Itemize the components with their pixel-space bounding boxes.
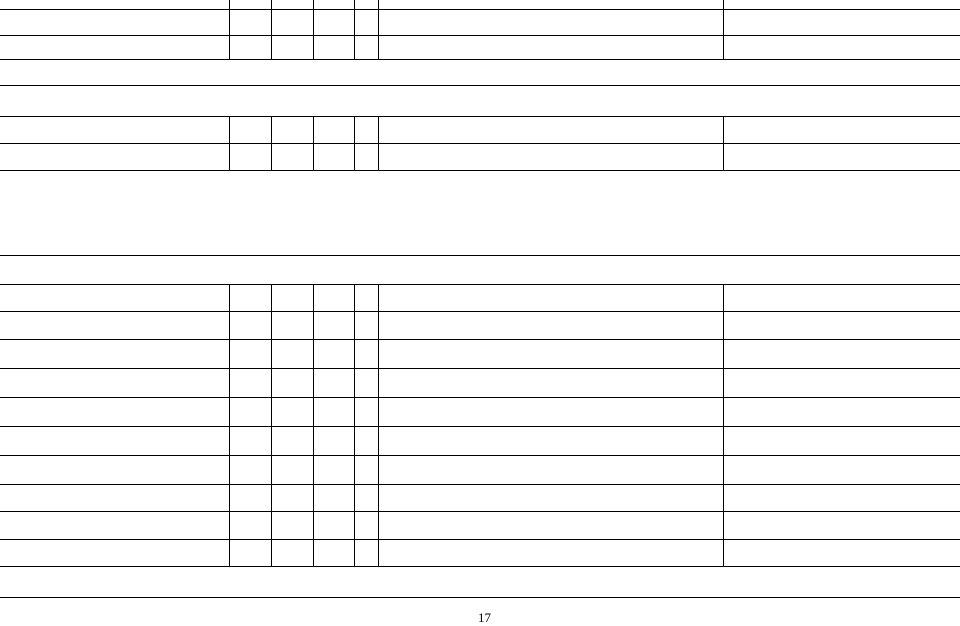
column-divider	[723, 311, 724, 339]
column-divider	[354, 339, 355, 368]
column-divider	[378, 9, 379, 35]
column-divider	[354, 455, 355, 484]
column-divider	[271, 284, 272, 311]
row-divider	[0, 255, 960, 256]
column-divider	[271, 511, 272, 539]
column-divider	[378, 0, 379, 9]
column-divider	[723, 511, 724, 539]
row-divider	[0, 116, 960, 117]
column-divider	[229, 368, 230, 397]
column-divider	[313, 35, 314, 59]
row-divider	[0, 143, 960, 144]
column-divider	[313, 284, 314, 311]
row-divider	[0, 597, 960, 598]
column-divider	[229, 426, 230, 455]
column-divider	[378, 116, 379, 143]
column-divider	[354, 511, 355, 539]
row-divider	[0, 35, 960, 36]
page-number: 17	[478, 610, 491, 625]
column-divider	[271, 397, 272, 426]
column-divider	[313, 339, 314, 368]
column-divider	[313, 484, 314, 511]
row-divider	[0, 170, 960, 171]
column-divider	[354, 397, 355, 426]
column-divider	[378, 397, 379, 426]
column-divider	[229, 511, 230, 539]
column-divider	[723, 116, 724, 143]
row-divider	[0, 397, 960, 398]
row-divider	[0, 539, 960, 540]
column-divider	[723, 368, 724, 397]
row-divider	[0, 59, 960, 60]
column-divider	[229, 143, 230, 170]
column-divider	[313, 455, 314, 484]
column-divider	[378, 35, 379, 59]
column-divider	[271, 9, 272, 35]
column-divider	[378, 484, 379, 511]
column-divider	[354, 368, 355, 397]
column-divider	[271, 311, 272, 339]
column-divider	[271, 455, 272, 484]
column-divider	[271, 35, 272, 59]
column-divider	[723, 426, 724, 455]
column-divider	[229, 397, 230, 426]
column-divider	[354, 0, 355, 9]
column-divider	[354, 284, 355, 311]
column-divider	[723, 484, 724, 511]
column-divider	[378, 511, 379, 539]
row-divider	[0, 339, 960, 340]
column-divider	[229, 484, 230, 511]
column-divider	[378, 311, 379, 339]
column-divider	[229, 311, 230, 339]
column-divider	[723, 397, 724, 426]
column-divider	[229, 9, 230, 35]
column-divider	[271, 539, 272, 566]
column-divider	[313, 368, 314, 397]
column-divider	[229, 35, 230, 59]
column-divider	[354, 484, 355, 511]
column-divider	[378, 368, 379, 397]
column-divider	[313, 539, 314, 566]
column-divider	[229, 284, 230, 311]
column-divider	[354, 539, 355, 566]
column-divider	[271, 368, 272, 397]
column-divider	[313, 311, 314, 339]
column-divider	[313, 426, 314, 455]
column-divider	[271, 143, 272, 170]
column-divider	[313, 116, 314, 143]
column-divider	[229, 0, 230, 9]
column-divider	[229, 339, 230, 368]
column-divider	[229, 116, 230, 143]
row-divider	[0, 9, 960, 10]
row-divider	[0, 368, 960, 369]
column-divider	[378, 426, 379, 455]
column-divider	[271, 339, 272, 368]
column-divider	[723, 0, 724, 9]
column-divider	[271, 426, 272, 455]
column-divider	[378, 539, 379, 566]
column-divider	[313, 511, 314, 539]
column-divider	[313, 0, 314, 9]
column-divider	[354, 116, 355, 143]
column-divider	[354, 311, 355, 339]
column-divider	[723, 9, 724, 35]
column-divider	[313, 9, 314, 35]
row-divider	[0, 566, 960, 567]
column-divider	[354, 9, 355, 35]
column-divider	[378, 455, 379, 484]
column-divider	[313, 397, 314, 426]
column-divider	[354, 35, 355, 59]
column-divider	[378, 284, 379, 311]
column-divider	[354, 143, 355, 170]
row-divider	[0, 85, 960, 86]
column-divider	[723, 339, 724, 368]
column-divider	[313, 143, 314, 170]
row-divider	[0, 426, 960, 427]
column-divider	[378, 339, 379, 368]
column-divider	[229, 455, 230, 484]
column-divider	[723, 539, 724, 566]
column-divider	[229, 539, 230, 566]
column-divider	[723, 35, 724, 59]
row-divider	[0, 311, 960, 312]
column-divider	[271, 0, 272, 9]
row-divider	[0, 455, 960, 456]
column-divider	[378, 143, 379, 170]
row-divider	[0, 284, 960, 285]
column-divider	[723, 455, 724, 484]
column-divider	[723, 284, 724, 311]
row-divider	[0, 484, 960, 485]
row-divider	[0, 511, 960, 512]
column-divider	[354, 426, 355, 455]
column-divider	[271, 116, 272, 143]
column-divider	[271, 484, 272, 511]
column-divider	[723, 143, 724, 170]
